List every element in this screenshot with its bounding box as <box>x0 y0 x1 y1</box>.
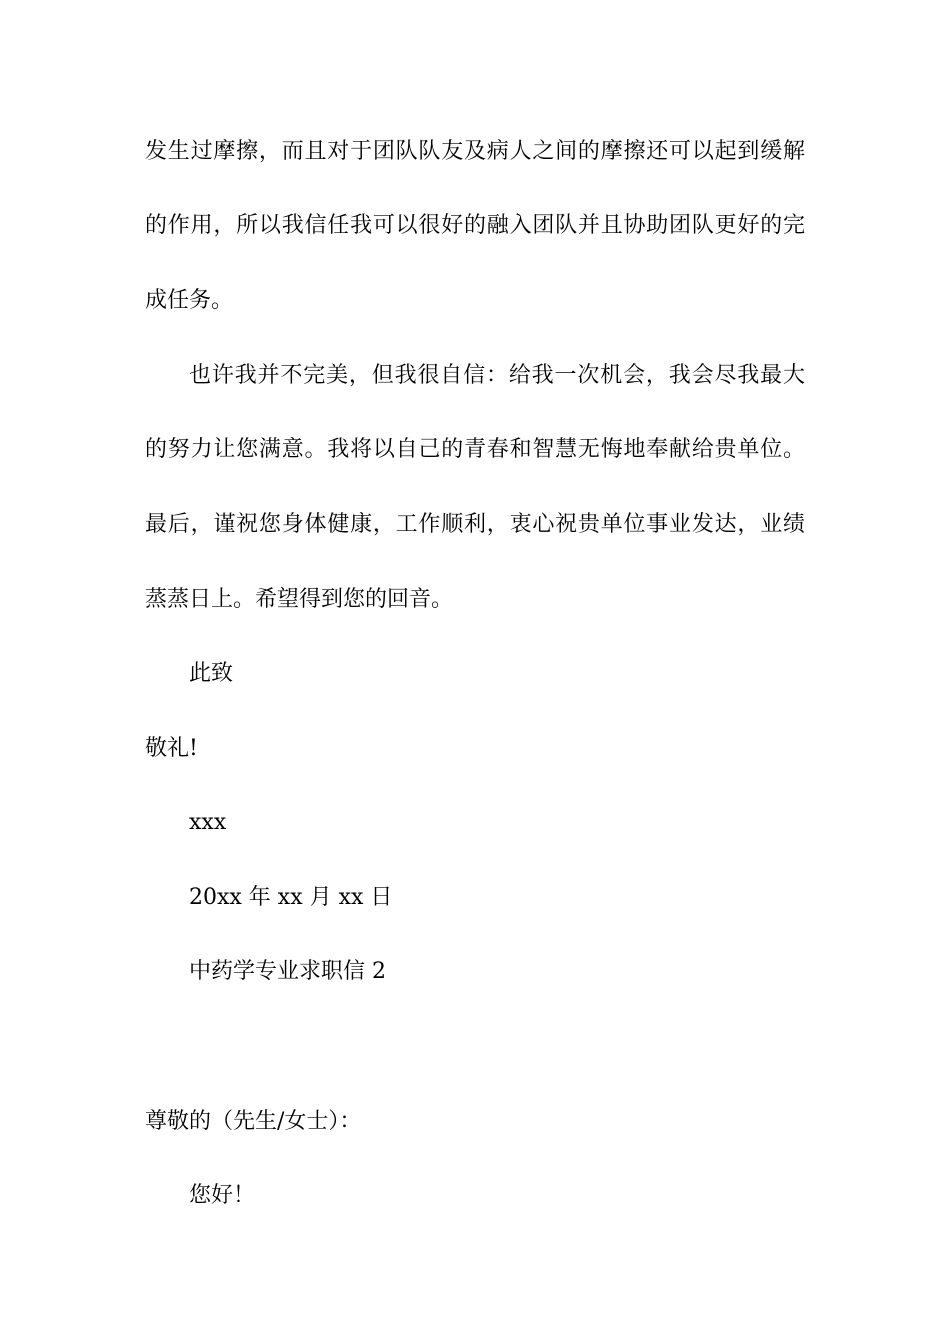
paragraph-line: 蒸蒸日上。希望得到您的回音。 <box>145 587 454 612</box>
paragraph-line: 成任务。 <box>145 288 234 313</box>
signature-date: 20xx 年 xx 月 xx 日 <box>189 885 393 910</box>
greeting-recipient: 尊敬的（先生/女士）： <box>145 1109 362 1134</box>
paragraph-line: 发生过摩擦，而且对于团队队友及病人之间的摩擦还可以起到缓解 <box>145 139 805 164</box>
greeting-hello: 您好！ <box>189 1183 256 1208</box>
paragraph-line: 也许我并不完美，但我很自信：给我一次机会，我会尽我最大 <box>189 363 805 388</box>
paragraph-line: 的作用，所以我信任我可以很好的融入团队并且协助团队更好的完 <box>145 213 805 238</box>
closing-regards: 敬礼! <box>145 736 198 761</box>
closing-salutation: 此致 <box>189 661 234 686</box>
paragraph-line: 最后，谨祝您身体健康，工作顺利，衷心祝贵单位事业发达，业绩 <box>145 512 805 537</box>
paragraph-line: 的努力让您满意。我将以自己的青春和智慧无悔地奉献给贵单位。 <box>145 437 805 462</box>
section-title: 中药学专业求职信 2 <box>189 959 386 984</box>
signature-name: xxx <box>189 810 227 835</box>
